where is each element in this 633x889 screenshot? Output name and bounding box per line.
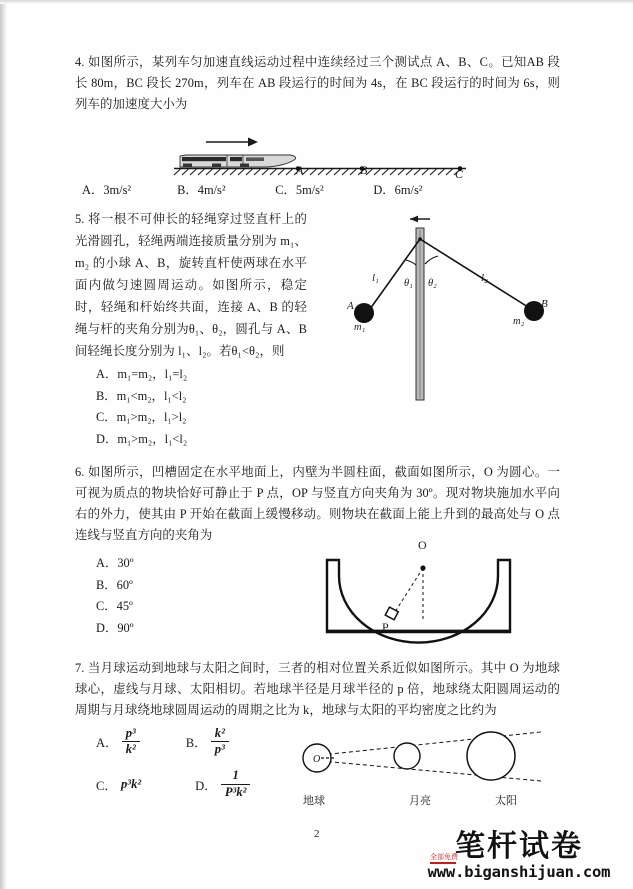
question-7-option-d[interactable] [221, 769, 251, 798]
question-7-options [96, 727, 286, 812]
question-7-option-a[interactable] [122, 727, 140, 756]
caption-moon: 月亮 [409, 795, 431, 807]
label-point-p: P [382, 620, 389, 634]
question-5-number: 5. [75, 212, 85, 226]
question-5-text [75, 208, 307, 362]
question-6-option-b[interactable]: B．60º [96, 577, 133, 592]
question-4-option-a[interactable]: A．3m/s² [82, 183, 132, 197]
ground-hatching [174, 169, 461, 176]
question-6-body: 如图所示，凹槽固定在水平地面上，内壁为半圆柱面，截面如图所示，O 为圆心。一可视为质点的物块恰好可静止于 P 点，OP 与竖直方向夹角为 30º。现对物块施加水平向右的外力，使其由 P 开始在截面上缓慢移动。则物块在截面上能上升到的最高处与 O 点连线与竖直方向的夹角为 [75, 465, 560, 542]
question-6-option-c[interactable]: C．45º [96, 599, 133, 613]
label-mass-m2: m₂ [513, 316, 525, 327]
question-7-text [75, 658, 560, 721]
option-d-denominator: P³k² [221, 784, 251, 799]
question-5-options [96, 364, 187, 450]
question-6-option-d[interactable]: D．90º [96, 620, 134, 635]
question-7-figure [295, 728, 545, 790]
scan-edge-top [0, 0, 633, 4]
angle-theta2-arc [425, 256, 438, 264]
question-6-number: 6. [75, 465, 85, 479]
rotation-arrow [410, 216, 430, 223]
question-7-option-c[interactable]: p³k² [121, 776, 142, 791]
string-l2 [420, 239, 528, 307]
label-point-c: C [455, 167, 464, 181]
question-5-body: 将一根不可伸长的轻绳穿过竖直杆上的光滑圆孔，轻绳两端连接质量分别为 m₁、m₂ 的小球 A、B，旋转直杆使两球在水平面内做匀速圆周运动。如图所示，稳定时，轻绳和杆始终共面，连接 A、B 的轻绳与杆的夹角分别为θ₁、θ₂，圆孔与 A、B 间轻绳长度分别为 l₁、l₂。若θ₁<θ₂，则 [75, 212, 307, 358]
option-a-denominator: k² [122, 741, 140, 756]
watermark-url: www.biganshijuan.com [427, 863, 611, 881]
watermark-free-badge [430, 854, 458, 864]
moon-circle [394, 743, 420, 769]
watermark-brand: 笔杆试卷 [455, 829, 583, 864]
option-a-numerator: p³ [125, 726, 136, 740]
label-l2: l₂ [481, 272, 488, 284]
train-icon [180, 155, 296, 167]
direction-arrow [206, 138, 258, 147]
page-number: 2 [314, 828, 320, 840]
angle-theta1-arc [406, 260, 416, 265]
question-5-option-c[interactable]: C．m₁>m₂，l₁>l₂ [96, 410, 187, 424]
question-4-text [75, 52, 560, 115]
question-7-option-c-label: C． [96, 778, 117, 793]
question-4-figure [170, 135, 470, 180]
watermark [408, 829, 630, 881]
watermark-badge-text: 全部免费 [430, 853, 458, 861]
question-7-number: 7. [75, 661, 85, 675]
question-7-option-a-label: A． [96, 736, 118, 751]
label-ball-b: B [541, 298, 548, 310]
label-point-b: B [360, 163, 368, 177]
label-theta2: θ₂ [428, 278, 437, 289]
caption-earth: 地球 [303, 795, 325, 807]
question-6-options [96, 553, 134, 639]
question-7-body: 当月球运动到地球与太阳之间时，三者的相对位置关系近似如图所示。其中 O 为地球球心，虚线与月球、太阳相切。若地球半径是月球半径的 p 倍，地球绕太阳圆周运动的周期与月球绕地球圆周运动的周期之比为 k，地球与太阳的平均密度之比约为 [75, 661, 560, 717]
question-5-option-a[interactable]: A．m₁=m₂，l₁=l₂ [96, 367, 188, 381]
question-6-text [75, 462, 560, 546]
ball-a [354, 303, 374, 323]
question-5-option-b[interactable]: B．m₁<m₂，l₁<l₂ [96, 388, 187, 403]
scan-edge-left [0, 0, 7, 889]
question-5-figure [350, 212, 565, 422]
question-4-option-d[interactable]: D．6m/s² [373, 183, 423, 197]
option-b-denominator: p³ [211, 741, 229, 756]
svg-text:O: O [313, 754, 321, 765]
option-d-numerator: 1 [232, 768, 239, 783]
option-b-numerator: k² [214, 726, 225, 740]
question-5-option-d[interactable]: D．m₁>m₂，l₁<l₂ [96, 431, 188, 446]
question-4-option-b[interactable]: B．4m/s² [177, 183, 226, 197]
question-7-option-d-label: D． [195, 778, 217, 793]
label-mass-m1: m₁ [354, 322, 366, 333]
question-4-body: 如图所示，某列车匀加速直线运动过程中连续经过三个测试点 A、B、C。已知AB 段长 80m，BC 段长 270m，列车在 AB 段运行的时间为 4s，在 BC 段运行的时间为 6s，则列车的加速度大小为 [75, 55, 560, 111]
question-7-option-b[interactable] [211, 727, 229, 756]
question-4-option-c[interactable]: C．5m/s² [275, 183, 324, 197]
question-6-figure [295, 550, 540, 645]
radius-op-dashed [393, 568, 423, 615]
question-7-option-b-label: B． [185, 736, 207, 751]
label-theta1: θ₁ [404, 278, 413, 289]
watermark-badge-underline [430, 862, 456, 864]
question-4-options [82, 180, 502, 200]
label-point-a: A [296, 163, 304, 177]
label-center-o: O [418, 538, 427, 552]
label-l1: l₁ [372, 272, 379, 284]
caption-sun: 太阳 [495, 795, 517, 807]
question-4-number: 4. [75, 55, 85, 69]
label-ball-a: A [347, 300, 354, 312]
question-6-option-a[interactable]: A．30º [96, 556, 134, 570]
sun-circle [467, 732, 515, 780]
